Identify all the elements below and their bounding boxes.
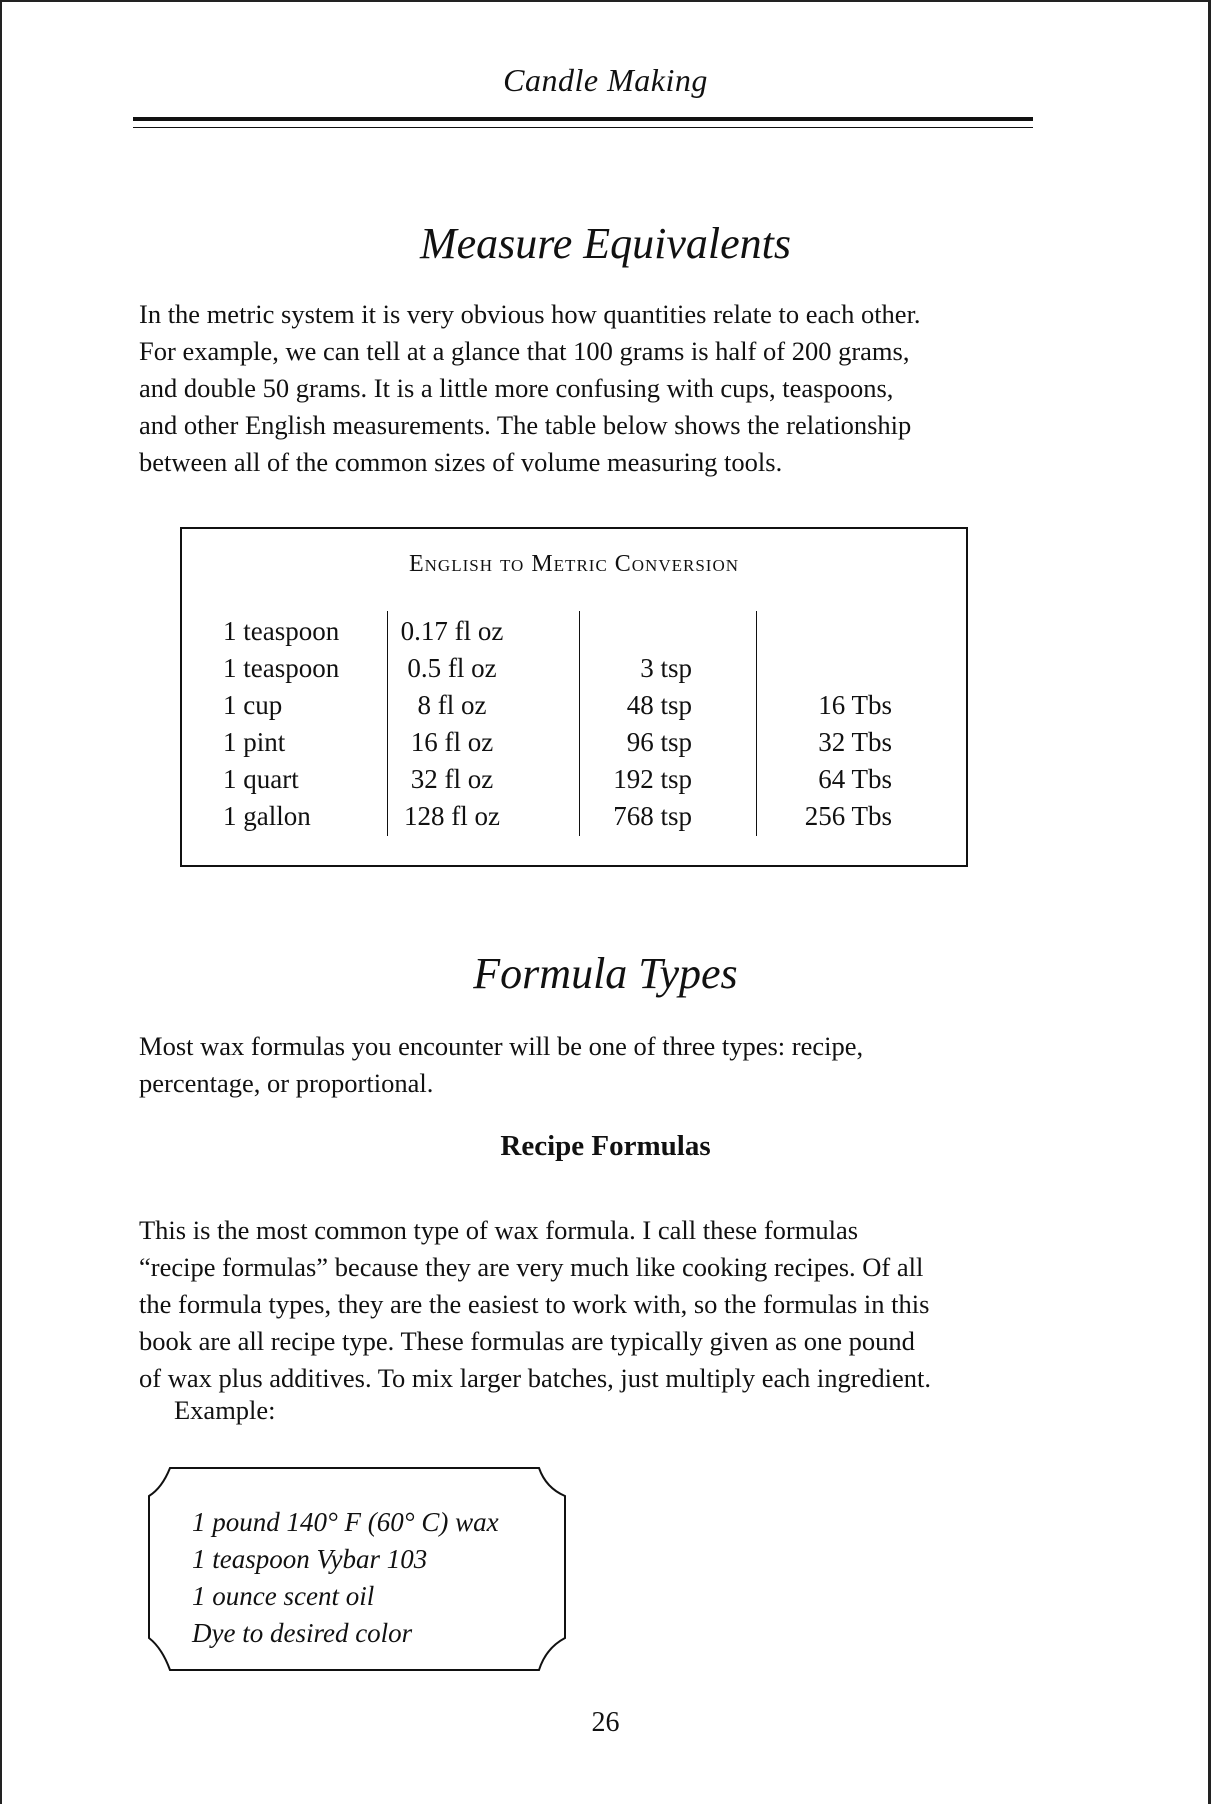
column-divider [579, 611, 580, 836]
example-label: Example: [174, 1395, 276, 1425]
table-cell: 32 fl oz [410, 764, 494, 794]
paragraph-line: “recipe formulas” because they are very much like cooking recipes. Of all [139, 1252, 924, 1282]
table-cell [762, 613, 892, 650]
paragraph-line: This is the most common type of wax formula. I call these formulas [139, 1215, 859, 1245]
table-cell: 1 teaspoon [223, 653, 340, 683]
subheading-recipe-formulas: Recipe Formulas [500, 1130, 711, 1162]
paragraph-line: and double 50 grams. It is a little more confusing with cups, teaspoons, [139, 373, 894, 403]
table-cell: 128 fl oz [404, 801, 500, 831]
table-column-tsp [582, 613, 692, 835]
paragraph-line: between all of the common sizes of volume measuring tools. [139, 447, 783, 477]
table-cell: 1 cup [223, 690, 283, 720]
paragraph-line: For example, we can tell at a glance that 100 grams is half of 200 grams, [139, 336, 910, 366]
header-rule [133, 117, 1033, 121]
section-heading-measure-equivalents: Measure Equivalents [419, 219, 792, 268]
table-cell: 192 tsp [613, 764, 692, 794]
conversion-table [180, 527, 968, 867]
table-cell: 1 gallon [223, 801, 311, 831]
table-cell: 8 fl oz [417, 690, 487, 720]
paragraph-line: and other English measurements. The table below shows the relationship [139, 410, 912, 440]
table-cell: 32 Tbs [818, 727, 892, 757]
table-cell: 256 Tbs [804, 801, 892, 831]
paragraph-line: percentage, or proportional. [139, 1068, 434, 1098]
table-cell [762, 650, 892, 687]
table-cell: 16 Tbs [818, 690, 892, 720]
running-head: Candle Making [503, 62, 708, 98]
table-column-fl-oz [392, 613, 512, 835]
column-divider [387, 611, 388, 836]
paragraph-line: the formula types, they are the easiest to work with, so the formulas in this [139, 1289, 930, 1319]
header-rule-thin [133, 127, 1033, 128]
table-cell [582, 613, 692, 650]
table-cell: 0.5 fl oz [407, 653, 497, 683]
ingredient-line: 1 ounce scent oil [192, 1581, 375, 1611]
ingredient-line: 1 pound 140° F (60° C) wax [192, 1507, 499, 1537]
table-cell: 3 tsp [640, 653, 692, 683]
table-cell: 64 Tbs [818, 764, 892, 794]
paragraph-line: In the metric system it is very obvious how quantities relate to each other. [139, 299, 921, 329]
table-cell: 1 teaspoon [223, 616, 340, 646]
column-divider [756, 611, 757, 836]
page-edge-left [0, 0, 2, 1804]
paragraph-line: of wax plus additives. To mix larger batches, just multiply each ingredient. [139, 1363, 931, 1393]
table-cell: 0.17 fl oz [400, 616, 504, 646]
section-heading-formula-types: Formula Types [473, 949, 738, 998]
paragraph-line: book are all recipe type. These formulas are typically given as one pound [139, 1326, 915, 1356]
measure-intro-paragraph [139, 296, 1037, 481]
ingredient-line: 1 teaspoon Vybar 103 [192, 1544, 428, 1574]
table-cell: 48 tsp [626, 690, 692, 720]
example-ingredient-list [192, 1504, 499, 1652]
table-column-tbs [762, 613, 892, 835]
example-recipe-box [136, 1466, 572, 1674]
paragraph-line: Most wax formulas you encounter will be one of three types: recipe, [139, 1031, 864, 1061]
formula-intro-paragraph [139, 1028, 1037, 1102]
page-number: 26 [591, 1707, 620, 1738]
page-edge-top [0, 0, 1211, 2]
table-column-unit [223, 613, 339, 835]
table-cell: 768 tsp [613, 801, 692, 831]
recipe-paragraph [139, 1212, 1037, 1397]
table-cell: 96 tsp [626, 727, 692, 757]
conversion-table-title: English to Metric Conversion [408, 551, 740, 577]
ingredient-line: Dye to desired color [192, 1618, 413, 1648]
table-cell: 16 fl oz [410, 727, 494, 757]
table-cell: 1 quart [223, 764, 299, 794]
table-cell: 1 pint [223, 727, 286, 757]
